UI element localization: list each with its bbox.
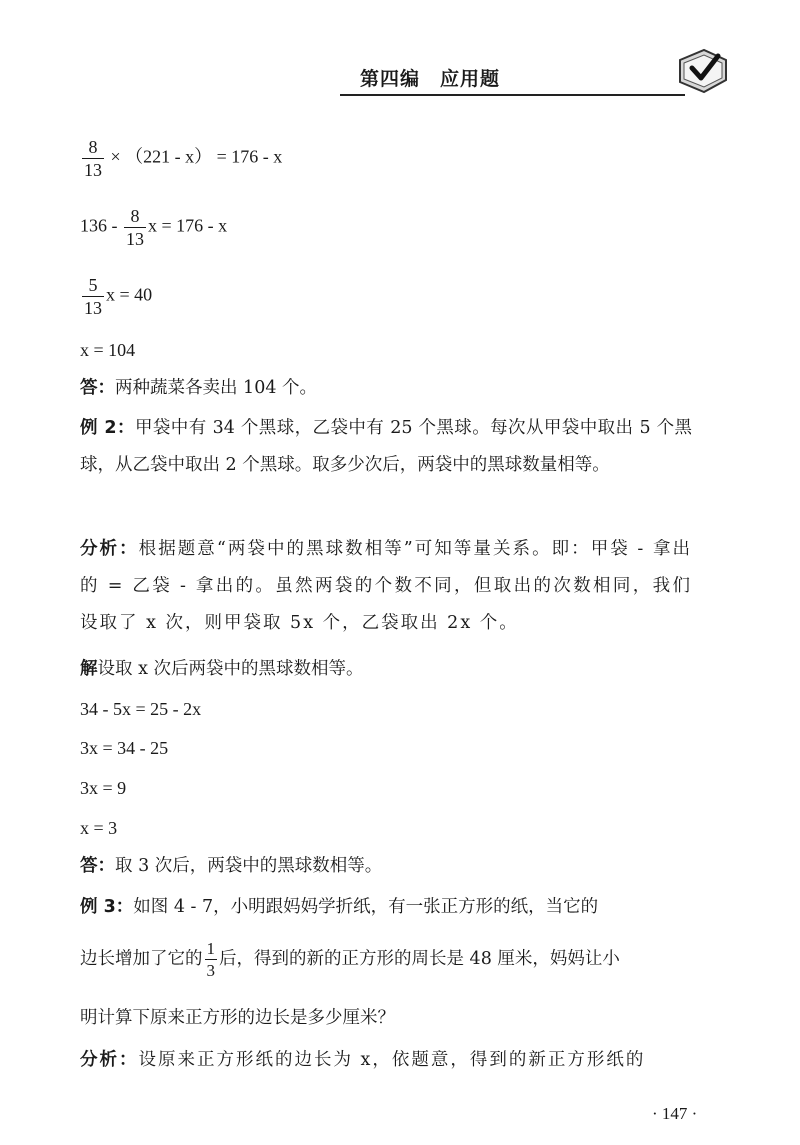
answer-1	[80, 374, 317, 399]
equation-text: x = 40	[106, 284, 153, 305]
example-text: 甲袋中有 34 个黑球，乙袋中有 25 个黑球。每次从甲袋中取出 5 个黑球，从乙袋中取出 2 个黑球。取多少次后，两袋中的黑球数量相等。	[80, 418, 692, 475]
solution-label: 解	[80, 659, 98, 679]
solution-2	[80, 655, 364, 680]
analysis-label: 分析：	[80, 539, 139, 559]
fraction-denominator: 3	[206, 961, 215, 980]
page-number: · 147 ·	[652, 1104, 698, 1123]
answer-text: 两种蔬菜各卖出 104 个。	[115, 378, 318, 398]
analysis-3	[80, 1046, 645, 1071]
answer-label: 答：	[80, 856, 115, 876]
solution-step: 3x = 9	[80, 778, 127, 798]
example-text: 边长增加了它的	[80, 949, 203, 969]
fraction-numerator: 1	[206, 939, 215, 958]
answer-2	[80, 852, 382, 877]
header-rule	[340, 94, 685, 96]
equation-line-1	[80, 138, 282, 179]
analysis-2	[80, 531, 692, 642]
fraction-numerator: 5	[82, 276, 104, 297]
analysis-text: 设原来正方形纸的边长为 x，依题意，得到的新正方形纸的	[138, 1050, 646, 1070]
solution-step: x = 3	[80, 818, 118, 838]
example-text: 后，得到的新的正方形的周长是 48 厘米，妈妈让小	[219, 949, 620, 969]
solution-text: 设取 x 次后两袋中的黑球数相等。	[97, 659, 364, 679]
equation-text: 136 -	[80, 215, 122, 236]
answer-text: 取 3 次后，两袋中的黑球数相等。	[115, 856, 383, 876]
chapter-title: 第四编 应用题	[360, 68, 501, 90]
example-3-line-3: 明计算下原来正方形的边长是多少厘米？	[80, 1008, 395, 1028]
example-label: 例 3：	[80, 897, 134, 917]
equation-line-2	[80, 207, 227, 248]
example-3-line-2	[80, 940, 620, 979]
solution-step: 34 - 5x = 25 - 2x	[80, 699, 202, 719]
example-text: 如图 4 - 7，小明跟妈妈学折纸，有一张正方形的纸，当它的	[133, 897, 599, 917]
answer-label: 答：	[80, 378, 115, 398]
example-label: 例 2：	[80, 418, 135, 438]
example-3-line-1	[80, 893, 598, 918]
fraction-denominator: 13	[84, 298, 102, 318]
equation-line-3	[80, 276, 152, 317]
fraction-denominator: 13	[126, 229, 144, 249]
equation-line-4: x = 104	[80, 340, 136, 360]
equation-text: × （221 - x） = 176 - x	[110, 146, 283, 167]
analysis-label: 分析：	[80, 1050, 139, 1070]
check-badge-icon	[670, 46, 730, 98]
fraction-denominator: 13	[84, 160, 102, 180]
fraction-numerator: 8	[124, 207, 146, 228]
solution-step: 3x = 34 - 25	[80, 738, 169, 758]
equation-text: x = 176 - x	[148, 215, 228, 236]
analysis-text: 根据题意“两袋中的黑球数相等”可知等量关系。即：甲袋 - 拿出的 = 乙袋 - 拿出的。虽然两袋的个数不同，但取出的次数相同，我们设取了 x 次，则甲袋取 5x 个，乙袋取出 2x 个。	[80, 539, 693, 633]
example-2	[80, 410, 692, 484]
fraction-numerator: 8	[82, 138, 104, 159]
